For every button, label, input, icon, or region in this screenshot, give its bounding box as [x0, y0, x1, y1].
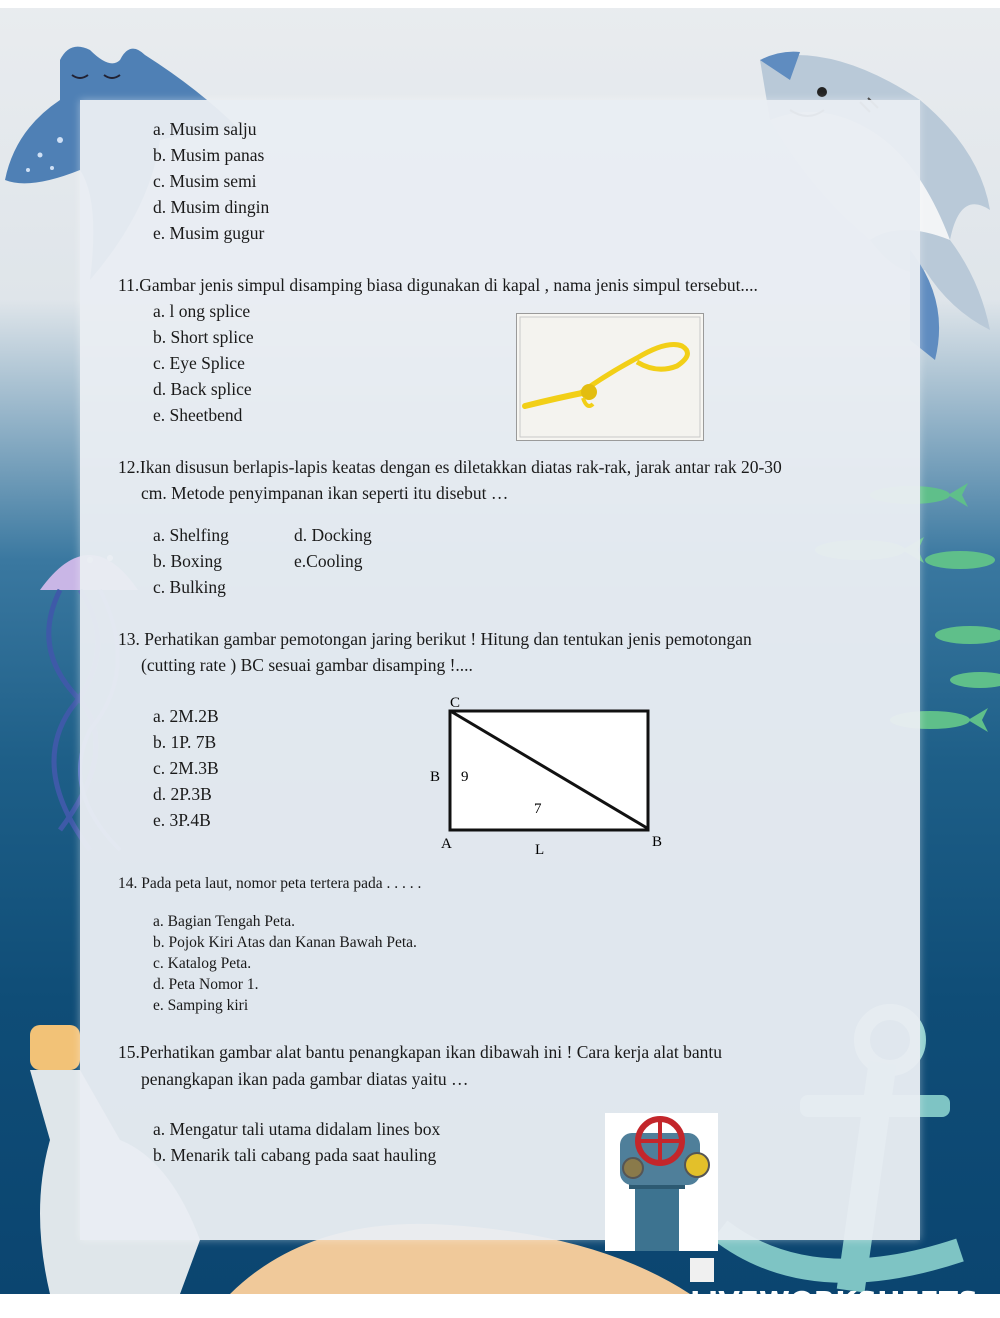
- q14-option-e[interactable]: e. Samping kiri: [153, 997, 249, 1014]
- line-hauler-image: [605, 1113, 718, 1251]
- label-b-corner: B: [652, 834, 663, 850]
- q11-option-e[interactable]: e. Sheetbend: [153, 405, 243, 425]
- q12-option-a[interactable]: a. Shelfing: [153, 525, 229, 545]
- q13-option-a[interactable]: a. 2M.2B: [153, 706, 219, 726]
- q12-option-c[interactable]: c. Bulking: [153, 577, 226, 597]
- q11-option-d[interactable]: d. Back splice: [153, 379, 252, 399]
- q11-option-b[interactable]: b. Short splice: [153, 327, 254, 347]
- q13-option-b[interactable]: b. 1P. 7B: [153, 732, 217, 752]
- q15-option-a[interactable]: a. Mengatur tali utama didalam lines box: [153, 1119, 441, 1139]
- q13-option-d[interactable]: d. 2P.3B: [153, 784, 212, 804]
- q11-option-c[interactable]: c. Eye Splice: [153, 353, 245, 373]
- q12-question-line1: 12.Ikan disusun berlapis-lapis keatas dengan es diletakkan diatas rak-rak, jarak antar rak 20-30: [118, 457, 782, 477]
- q12-option-b[interactable]: b. Boxing: [153, 551, 223, 571]
- line-hauler-icon: [605, 1113, 718, 1251]
- yellow-rope-icon: [517, 314, 703, 440]
- logo-text: LIVEWORKSHEETS: [690, 1285, 979, 1318]
- liveworksheets-logo[interactable]: [690, 1252, 1000, 1318]
- q12-option-e[interactable]: e.Cooling: [294, 551, 363, 571]
- q12-option-d[interactable]: d. Docking: [294, 525, 372, 545]
- label-b-left: B: [430, 769, 441, 785]
- q10-option-b[interactable]: b. Musim panas: [153, 145, 265, 165]
- q10-option-d[interactable]: d. Musim dingin: [153, 197, 270, 217]
- rope-knot-image: [516, 313, 704, 441]
- top-band: [0, 0, 1000, 8]
- q14-option-c[interactable]: c. Katalog Peta.: [153, 955, 252, 972]
- q14-option-a[interactable]: a. Bagian Tengah Peta.: [153, 913, 295, 930]
- value-7: 7: [534, 801, 542, 817]
- net-cutting-diagram: [420, 690, 680, 860]
- label-c: C: [450, 695, 461, 711]
- q11-option-a[interactable]: a. l ong splice: [153, 301, 251, 321]
- q14-option-d[interactable]: d. Peta Nomor 1.: [153, 976, 259, 993]
- q12-question-line2: cm. Metode penyimpanan ikan seperti itu disebut …: [141, 483, 509, 503]
- q11-question: 11.Gambar jenis simpul disamping biasa digunakan di kapal , nama jenis simpul tersebut....: [118, 275, 758, 295]
- q14-option-b[interactable]: b. Pojok Kiri Atas dan Kanan Bawah Peta.: [153, 934, 417, 951]
- q10-option-a[interactable]: a. Musim salju: [153, 119, 257, 139]
- q15-question-line2: penangkapan ikan pada gambar diatas yaitu …: [141, 1069, 469, 1089]
- value-9: 9: [461, 769, 469, 785]
- q13-question-line1: 13. Perhatikan gambar pemotongan jaring berikut ! Hitung dan tentukan jenis pemotongan: [118, 629, 752, 649]
- logo-icon: [690, 1258, 714, 1282]
- q15-question-line1: 15.Perhatikan gambar alat bantu penangkapan ikan dibawah ini ! Cara kerja alat bantu: [118, 1042, 723, 1062]
- label-a: A: [441, 836, 452, 852]
- q13-question-line2: (cutting rate ) BC sesuai gambar disamping !....: [141, 655, 473, 675]
- label-l: L: [535, 842, 545, 858]
- q14-question: 14. Pada peta laut, nomor peta tertera pada . . . . .: [118, 875, 422, 892]
- q15-option-b[interactable]: b. Menarik tali cabang pada saat hauling: [153, 1145, 437, 1165]
- q13-option-c[interactable]: c. 2M.3B: [153, 758, 219, 778]
- q10-option-e[interactable]: e. Musim gugur: [153, 223, 265, 243]
- q10-option-c[interactable]: c. Musim semi: [153, 171, 257, 191]
- q13-option-e[interactable]: e. 3P.4B: [153, 810, 211, 830]
